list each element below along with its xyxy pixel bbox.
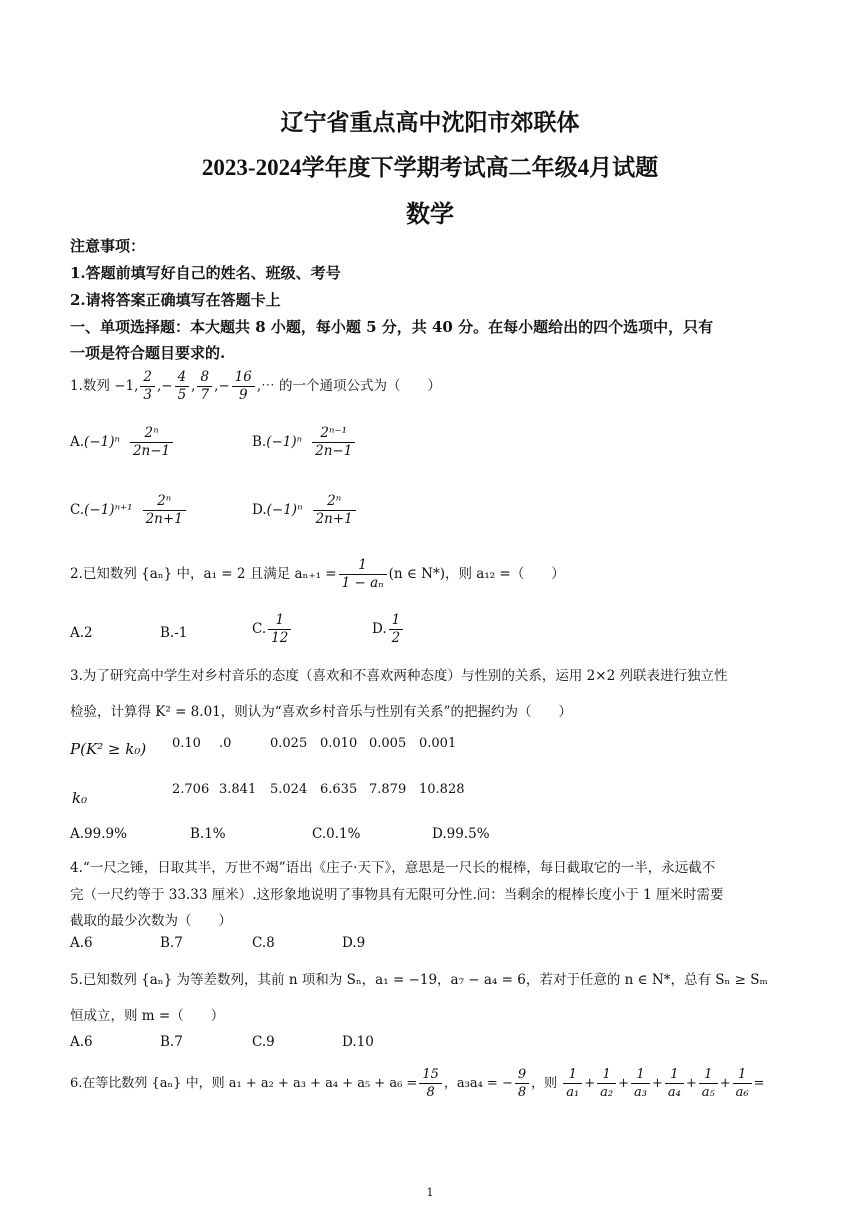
q2-option-c[interactable]: C. $\frac{1}{12}$: [252, 612, 293, 647]
table-row-2-value: 3.841: [219, 782, 257, 797]
q2-option-d[interactable]: D. $\frac{1}{2}$: [372, 612, 405, 647]
exam-title: 2023-2024学年度下学期考试高二年级4月试题: [201, 155, 659, 180]
table-row-2-label: k₀: [72, 789, 88, 807]
section-heading-line2: 一项是符合题目要求的.: [70, 344, 226, 362]
table-row-1-value: 0.025: [270, 736, 308, 751]
q1-fraction-4: $\frac{16}{9}$: [232, 369, 255, 404]
question-1: 1.数列 −1, $\frac{2}{3}$ ,− $\frac{4}{5}$ , $\frac{8}{7}$ ,− $\frac{16}{9}$ ,⋯ 的一个通项公式为（ ）: [70, 369, 441, 403]
q1-option-d[interactable]: D.(−1)ⁿ $\frac{\text{2ⁿ}}{2n+1}$: [252, 493, 358, 528]
q5-option-a[interactable]: A.6: [70, 1034, 93, 1050]
section-heading-line1: 一、单项选择题：本大题共 8 小题，每小题 5 分，共 40 分。在每小题给出的四个选项中，只有: [70, 318, 714, 336]
q6-fraction-sum: $\frac{15}{8}$: [419, 1066, 442, 1101]
q2-fraction: $\frac{1}{\text{1 − aₙ}}$: [339, 557, 387, 592]
table-row-2-value: 5.024: [270, 782, 308, 797]
question-5-line-1: 5.已知数列 {aₙ} 为等差数列，其前 n 项和为 Sₙ，a₁ = −19，a₇ − a₄ = 6，若对于任意的 n ∈ N*，总有 Sₙ ≥ Sₘ: [70, 972, 768, 988]
table-row-1-label: P(K² ≥ k₀): [70, 740, 147, 758]
q3-option-a[interactable]: A.99.9%: [70, 826, 127, 842]
q5-option-d[interactable]: D.10: [342, 1034, 374, 1050]
question-6: 6.在等比数列 {aₙ} 中，则 a₁ + a₂ + a₃ + a₄ + a₅ + a₆ = $\frac{15}{8}$ ，a₃a₄ = − $\frac{9}{8}$ ，则 $\frac{1}{\text{a₁}}$ + $\frac{1}{\text{a₂}}$ + $\frac{1}{\text{a₃}}$ + $\frac{1}{\text{a₄}}$ + $\frac{1}{\text{a₅}}$ + $\frac{1}{\text{a₆}}$ =: [70, 1067, 765, 1100]
school-title: 辽宁省重点高中沈阳市郊联体: [280, 110, 580, 135]
notice-heading: 注意事项：: [70, 237, 146, 255]
q2-option-b[interactable]: B.-1: [160, 625, 188, 641]
q4-option-b[interactable]: B.7: [160, 935, 183, 951]
q1-fraction-1: $\frac{2}{3}$: [140, 369, 155, 404]
question-4-line-2: 完（一尺约等于 33.33 厘米）.这形象地说明了事物具有无限可分性.问：当剩余的棍棒长度小于 1 厘米时需要: [70, 887, 724, 903]
q6-reciprocal: $\frac{1}{\text{a₄}}$: [665, 1066, 684, 1101]
q1-option-a[interactable]: A.(−1)ⁿ $\frac{\text{2ⁿ}}{2n-1}$: [70, 425, 175, 460]
question-3-line-2: 检验，计算得 K² = 8.01，则认为“喜欢乡村音乐与性别有关系”的把握约为（ ）: [70, 704, 573, 720]
question-5-line-2: 恒成立，则 m =（ ）: [70, 1008, 225, 1024]
q6-fraction-product: $\frac{9}{8}$: [515, 1066, 529, 1101]
table-row-2-value: 10.828: [419, 782, 465, 797]
q5-option-c[interactable]: C.9: [252, 1034, 275, 1050]
q5-option-b[interactable]: B.7: [160, 1034, 183, 1050]
table-row-2-value: 6.635: [320, 782, 358, 797]
question-3-line-1: 3.为了研究高中学生对乡村音乐的态度（喜欢和不喜欢两种态度）与性别的关系，运用 2×2 列联表进行独立性: [70, 668, 728, 684]
q1-option-b[interactable]: B.(−1)ⁿ $\frac{\text{2ⁿ⁻¹}}{2n-1}$: [252, 425, 357, 460]
question-4-line-3: 截取的最少次数为（ ）: [70, 913, 232, 929]
q6-reciprocal: $\frac{1}{\text{a₆}}$: [733, 1066, 752, 1101]
table-row-1-value: 0.010: [320, 736, 358, 751]
table-row-2-value: 2.706: [172, 782, 210, 797]
q1-fraction-3: $\frac{8}{7}$: [197, 369, 212, 404]
q6-reciprocal: $\frac{1}{\text{a₅}}$: [699, 1066, 718, 1101]
q1-prefix: 1.数列 −1,: [70, 378, 139, 394]
table-row-1-value: 0.005: [369, 736, 407, 751]
q3-option-c[interactable]: C.0.1%: [312, 826, 361, 842]
subject-title: 数学: [406, 202, 454, 228]
q3-option-d[interactable]: D.99.5%: [432, 826, 490, 842]
q2-option-a[interactable]: A.2: [70, 625, 93, 641]
q1-option-c[interactable]: C.(−1)ⁿ⁺¹ $\frac{\text{2ⁿ}}{2n+1}$: [70, 493, 188, 528]
q4-option-a[interactable]: A.6: [70, 935, 93, 951]
q1-suffix: ,⋯ 的一个通项公式为（ ）: [256, 378, 441, 394]
table-row-1-value: 0.10: [172, 736, 201, 751]
page-number: 1: [426, 1186, 434, 1199]
table-row-2-value: 7.879: [369, 782, 407, 797]
question-2: 2.已知数列 {aₙ} 中，a₁ = 2 且满足 aₙ₊₁ = $\frac{1}{\text{1 − aₙ}}$ (n ∈ N*)，则 a₁₂ =（ ）: [70, 557, 565, 591]
question-4-line-1: 4.“一尺之锤，日取其半，万世不竭”语出《庄子·天下》，意思是一尺长的棍棒，每日截取它的一半，永远截不: [70, 860, 716, 876]
q4-option-d[interactable]: D.9: [342, 935, 366, 951]
q6-reciprocal: $\frac{1}{\text{a₁}}$: [563, 1066, 582, 1101]
q1-fraction-2: $\frac{4}{5}$: [175, 369, 190, 404]
q6-reciprocal: $\frac{1}{\text{a₂}}$: [597, 1066, 616, 1101]
q6-reciprocal: $\frac{1}{\text{a₃}}$: [631, 1066, 650, 1101]
notice-item-1: 1.答题前填写好自己的姓名、班级、考号: [70, 264, 341, 282]
q3-option-b[interactable]: B.1%: [190, 826, 226, 842]
q4-option-c[interactable]: C.8: [252, 935, 275, 951]
table-row-1-value: .0: [219, 736, 232, 751]
notice-item-2: 2.请将答案正确填写在答题卡上: [70, 291, 281, 309]
table-row-1-value: 0.001: [419, 736, 457, 751]
